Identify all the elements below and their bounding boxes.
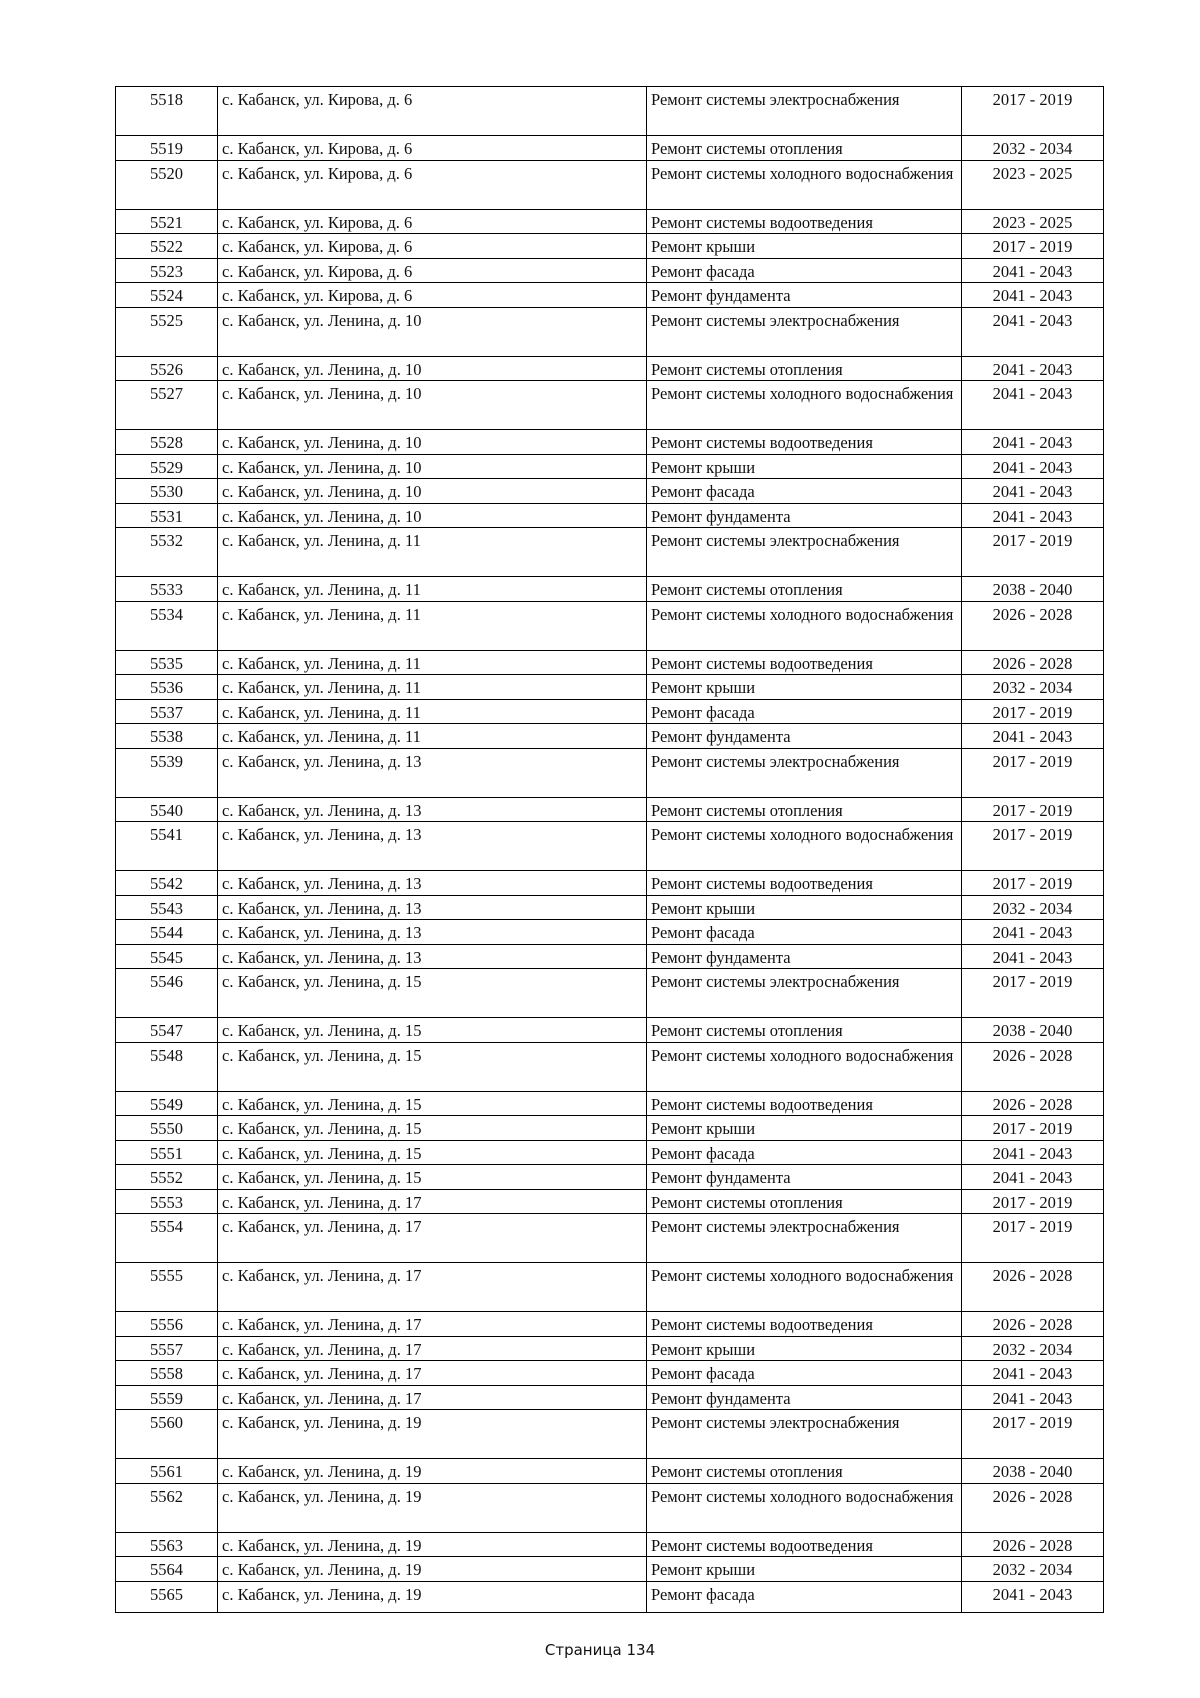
row-period: 2041 - 2043 bbox=[992, 1168, 1073, 1187]
row-address: с. Кабанск, ул. Ленина, д. 17 bbox=[218, 1386, 647, 1410]
row-address: с. Кабанск, ул. Ленина, д. 15 bbox=[218, 1116, 647, 1140]
row-work-type-text: Ремонт системы холодного водоснабжения bbox=[651, 1045, 954, 1065]
table-row bbox=[116, 749, 1103, 798]
row-number: 5522 bbox=[116, 234, 218, 258]
row-period: 2017 - 2019 bbox=[992, 1413, 1073, 1432]
row-work-type-text: Ремонт системы холодного водоснабжения bbox=[651, 825, 954, 844]
row-period: 2026 - 2028 bbox=[992, 1266, 1073, 1285]
row-address: с. Кабанск, ул. Ленина, д. 19 bbox=[218, 1533, 647, 1557]
row-work-type-text: Ремонт системы холодного водоснабжения bbox=[651, 384, 954, 403]
row-period: 2032 - 2034 bbox=[992, 1339, 1073, 1359]
row-work-type bbox=[647, 1459, 962, 1483]
row-work-type-text: Ремонт фасада bbox=[651, 923, 755, 942]
row-work-type-text: Ремонт крыши bbox=[651, 1560, 756, 1579]
table-row bbox=[116, 357, 1103, 382]
row-number: 5553 bbox=[116, 1190, 218, 1214]
row-work-type-text: Ремонт системы холодного водоснабжения bbox=[651, 163, 954, 183]
row-address: с. Кабанск, ул. Кирова, д. 6 bbox=[218, 136, 647, 160]
row-address: с. Кабанск, ул. Кирова, д. 6 bbox=[218, 234, 647, 258]
row-work-type-text: Ремонт крыши bbox=[651, 237, 756, 256]
row-period: 2041 - 2043 bbox=[992, 384, 1073, 403]
table-row bbox=[116, 210, 1103, 235]
row-period: 2038 - 2040 bbox=[992, 1462, 1073, 1481]
row-number: 5540 bbox=[116, 798, 218, 822]
row-address: с. Кабанск, ул. Ленина, д. 15 bbox=[218, 1018, 647, 1042]
row-address: с. Кабанск, ул. Ленина, д. 11 bbox=[218, 651, 647, 675]
row-number: 5518 bbox=[116, 87, 218, 135]
row-work-type-text: Ремонт системы водоотведения bbox=[651, 212, 873, 232]
row-work-type bbox=[647, 1386, 962, 1410]
row-work-type bbox=[647, 1165, 962, 1189]
table-row bbox=[116, 1533, 1103, 1558]
table-row bbox=[116, 577, 1103, 602]
row-number: 5536 bbox=[116, 675, 218, 699]
row-work-type-text: Ремонт системы отопления bbox=[651, 800, 843, 820]
table-row bbox=[116, 87, 1103, 136]
table-row bbox=[116, 283, 1103, 308]
row-work-type bbox=[647, 1484, 962, 1532]
table-row bbox=[116, 1410, 1103, 1459]
row-work-type-text: Ремонт системы электроснабжения bbox=[651, 751, 900, 771]
row-work-type-text: Ремонт системы водоотведения bbox=[651, 653, 873, 673]
row-work-type bbox=[647, 381, 962, 429]
row-address: с. Кабанск, ул. Ленина, д. 13 bbox=[218, 822, 647, 870]
row-number: 5524 bbox=[116, 283, 218, 307]
row-address: с. Кабанск, ул. Ленина, д. 17 bbox=[218, 1361, 647, 1385]
row-address: с. Кабанск, ул. Ленина, д. 10 bbox=[218, 504, 647, 528]
row-address: с. Кабанск, ул. Ленина, д. 11 bbox=[218, 577, 647, 601]
row-address: с. Кабанск, ул. Ленина, д. 13 bbox=[218, 945, 647, 969]
row-period: 2017 - 2019 bbox=[992, 825, 1073, 844]
table-row bbox=[116, 1116, 1103, 1141]
row-period: 2026 - 2028 bbox=[992, 604, 1073, 624]
row-work-type bbox=[647, 479, 962, 503]
row-period: 2017 - 2019 bbox=[992, 874, 1073, 893]
row-period: 2041 - 2043 bbox=[992, 482, 1073, 501]
row-period: 2017 - 2019 bbox=[992, 702, 1073, 722]
row-address: с. Кабанск, ул. Ленина, д. 15 bbox=[218, 969, 647, 1017]
row-work-type-text: Ремонт системы отопления bbox=[651, 1192, 843, 1212]
row-work-type bbox=[647, 1092, 962, 1116]
row-work-type bbox=[647, 161, 962, 209]
row-work-type-text: Ремонт системы электроснабжения bbox=[651, 90, 900, 109]
table-row bbox=[116, 528, 1103, 577]
row-work-type bbox=[647, 1557, 962, 1581]
row-work-type-text: Ремонт системы водоотведения bbox=[651, 1535, 873, 1555]
row-work-type-text: Ремонт фундамента bbox=[651, 1388, 791, 1408]
table-row bbox=[116, 381, 1103, 430]
table-row bbox=[116, 1459, 1103, 1484]
row-period: 2017 - 2019 bbox=[992, 237, 1073, 256]
row-work-type-text: Ремонт системы электроснабжения bbox=[651, 972, 900, 991]
row-period: 2026 - 2028 bbox=[992, 1535, 1073, 1555]
row-work-type-text: Ремонт системы холодного водоснабжения bbox=[651, 1486, 954, 1506]
row-work-type bbox=[647, 602, 962, 650]
row-number: 5552 bbox=[116, 1165, 218, 1189]
row-period: 2041 - 2043 bbox=[992, 457, 1073, 477]
row-address: с. Кабанск, ул. Ленина, д. 13 bbox=[218, 920, 647, 944]
table-row bbox=[116, 945, 1103, 970]
row-period: 2017 - 2019 bbox=[992, 531, 1073, 550]
row-address: с. Кабанск, ул. Ленина, д. 15 bbox=[218, 1141, 647, 1165]
row-work-type bbox=[647, 1410, 962, 1458]
row-work-type-text: Ремонт системы электроснабжения bbox=[651, 1413, 900, 1432]
row-work-type-text: Ремонт системы электроснабжения bbox=[651, 1217, 900, 1236]
row-work-type bbox=[647, 1312, 962, 1336]
table-row bbox=[116, 1190, 1103, 1215]
row-work-type bbox=[647, 455, 962, 479]
row-address: с. Кабанск, ул. Ленина, д. 15 bbox=[218, 1043, 647, 1091]
row-work-type bbox=[647, 1043, 962, 1091]
row-period: 2017 - 2019 bbox=[992, 1217, 1073, 1236]
row-work-type bbox=[647, 798, 962, 822]
row-work-type bbox=[647, 1214, 962, 1262]
table-row bbox=[116, 1214, 1103, 1263]
row-address: с. Кабанск, ул. Ленина, д. 10 bbox=[218, 479, 647, 503]
row-work-type bbox=[647, 259, 962, 283]
row-address: с. Кабанск, ул. Ленина, д. 11 bbox=[218, 528, 647, 576]
table-row bbox=[116, 1165, 1103, 1190]
row-period: 2023 - 2025 bbox=[992, 212, 1073, 232]
row-work-type bbox=[647, 896, 962, 920]
row-period: 2032 - 2034 bbox=[992, 678, 1073, 697]
row-period: 2041 - 2043 bbox=[992, 1388, 1073, 1408]
row-number: 5529 bbox=[116, 455, 218, 479]
table-row bbox=[116, 455, 1103, 480]
row-address: с. Кабанск, ул. Кирова, д. 6 bbox=[218, 283, 647, 307]
row-period: 2041 - 2043 bbox=[992, 727, 1073, 746]
row-number: 5558 bbox=[116, 1361, 218, 1385]
row-work-type-text: Ремонт системы отопления bbox=[651, 1462, 843, 1481]
table-row bbox=[116, 651, 1103, 676]
row-work-type bbox=[647, 308, 962, 356]
row-number: 5533 bbox=[116, 577, 218, 601]
row-address: с. Кабанск, ул. Ленина, д. 10 bbox=[218, 381, 647, 429]
table-row bbox=[116, 1337, 1103, 1362]
row-number: 5527 bbox=[116, 381, 218, 429]
row-work-type bbox=[647, 528, 962, 576]
row-period: 2041 - 2043 bbox=[992, 359, 1073, 379]
row-address: с. Кабанск, ул. Ленина, д. 15 bbox=[218, 1165, 647, 1189]
row-number: 5523 bbox=[116, 259, 218, 283]
table-row bbox=[116, 1484, 1103, 1533]
table-row bbox=[116, 1141, 1103, 1166]
row-work-type bbox=[647, 357, 962, 381]
row-work-type bbox=[647, 234, 962, 258]
row-address: с. Кабанск, ул. Кирова, д. 6 bbox=[218, 259, 647, 283]
row-work-type-text: Ремонт системы электроснабжения bbox=[651, 310, 900, 330]
row-number: 5559 bbox=[116, 1386, 218, 1410]
table-row bbox=[116, 1092, 1103, 1117]
row-number: 5547 bbox=[116, 1018, 218, 1042]
row-work-type bbox=[647, 871, 962, 895]
row-work-type bbox=[647, 1190, 962, 1214]
table-row bbox=[116, 1043, 1103, 1092]
row-address: с. Кабанск, ул. Кирова, д. 6 bbox=[218, 87, 647, 135]
row-address: с. Кабанск, ул. Ленина, д. 17 bbox=[218, 1337, 647, 1361]
row-number: 5535 bbox=[116, 651, 218, 675]
row-work-type-text: Ремонт фасада bbox=[651, 1143, 755, 1163]
row-period: 2041 - 2043 bbox=[992, 261, 1073, 281]
row-work-type-text: Ремонт фасада bbox=[651, 1584, 755, 1604]
row-number: 5530 bbox=[116, 479, 218, 503]
row-address: с. Кабанск, ул. Ленина, д. 17 bbox=[218, 1214, 647, 1262]
row-work-type-text: Ремонт крыши bbox=[651, 678, 756, 697]
row-number: 5562 bbox=[116, 1484, 218, 1532]
row-work-type bbox=[647, 724, 962, 748]
row-period: 2038 - 2040 bbox=[992, 580, 1073, 599]
row-number: 5538 bbox=[116, 724, 218, 748]
row-period: 2041 - 2043 bbox=[992, 286, 1073, 305]
row-period: 2041 - 2043 bbox=[992, 1584, 1073, 1604]
row-work-type-text: Ремонт фасада bbox=[651, 261, 755, 281]
row-period: 2017 - 2019 bbox=[992, 90, 1073, 109]
row-address: с. Кабанск, ул. Кирова, д. 6 bbox=[218, 210, 647, 234]
row-number: 5557 bbox=[116, 1337, 218, 1361]
row-number: 5542 bbox=[116, 871, 218, 895]
row-address: с. Кабанск, ул. Ленина, д. 19 bbox=[218, 1557, 647, 1581]
row-work-type-text: Ремонт крыши bbox=[651, 1339, 756, 1359]
row-work-type bbox=[647, 1263, 962, 1311]
row-work-type bbox=[647, 283, 962, 307]
row-address: с. Кабанск, ул. Ленина, д. 10 bbox=[218, 357, 647, 381]
row-work-type-text: Ремонт фасада bbox=[651, 1364, 755, 1383]
row-number: 5551 bbox=[116, 1141, 218, 1165]
row-number: 5548 bbox=[116, 1043, 218, 1091]
row-number: 5556 bbox=[116, 1312, 218, 1336]
table-row bbox=[116, 1018, 1103, 1043]
row-work-type bbox=[647, 675, 962, 699]
row-work-type-text: Ремонт системы водоотведения bbox=[651, 1315, 873, 1334]
row-work-type bbox=[647, 577, 962, 601]
row-number: 5531 bbox=[116, 504, 218, 528]
table-row bbox=[116, 1582, 1103, 1613]
row-address: с. Кабанск, ул. Ленина, д. 19 bbox=[218, 1582, 647, 1613]
table-row bbox=[116, 136, 1103, 161]
row-period: 2032 - 2034 bbox=[992, 1560, 1073, 1579]
row-number: 5537 bbox=[116, 700, 218, 724]
row-period: 2032 - 2034 bbox=[992, 898, 1073, 918]
row-work-type-text: Ремонт крыши bbox=[651, 898, 756, 918]
table-row bbox=[116, 969, 1103, 1018]
row-work-type-text: Ремонт фундамента bbox=[651, 1168, 791, 1187]
row-address: с. Кабанск, ул. Ленина, д. 17 bbox=[218, 1263, 647, 1311]
row-address: с. Кабанск, ул. Ленина, д. 10 bbox=[218, 308, 647, 356]
row-address: с. Кабанск, ул. Ленина, д. 13 bbox=[218, 749, 647, 797]
table-row bbox=[116, 700, 1103, 725]
row-number: 5526 bbox=[116, 357, 218, 381]
row-work-type bbox=[647, 1582, 962, 1613]
row-number: 5564 bbox=[116, 1557, 218, 1581]
row-work-type-text: Ремонт системы отопления bbox=[651, 139, 843, 158]
row-address: с. Кабанск, ул. Ленина, д. 19 bbox=[218, 1410, 647, 1458]
row-work-type-text: Ремонт системы водоотведения bbox=[651, 433, 873, 452]
row-number: 5560 bbox=[116, 1410, 218, 1458]
row-period: 2041 - 2043 bbox=[992, 433, 1073, 452]
row-number: 5541 bbox=[116, 822, 218, 870]
row-address: с. Кабанск, ул. Ленина, д. 11 bbox=[218, 602, 647, 650]
row-work-type bbox=[647, 1116, 962, 1140]
row-period: 2017 - 2019 bbox=[992, 972, 1073, 991]
row-number: 5520 bbox=[116, 161, 218, 209]
row-work-type-text: Ремонт фундамента bbox=[651, 947, 791, 967]
row-work-type bbox=[647, 1018, 962, 1042]
row-address: с. Кабанск, ул. Ленина, д. 17 bbox=[218, 1190, 647, 1214]
row-period: 2041 - 2043 bbox=[992, 923, 1073, 942]
row-work-type-text: Ремонт системы отопления bbox=[651, 1021, 843, 1040]
row-number: 5563 bbox=[116, 1533, 218, 1557]
row-number: 5528 bbox=[116, 430, 218, 454]
table-row bbox=[116, 1263, 1103, 1312]
repair-schedule-table bbox=[115, 86, 1104, 1613]
row-number: 5521 bbox=[116, 210, 218, 234]
row-address: с. Кабанск, ул. Ленина, д. 13 bbox=[218, 871, 647, 895]
row-number: 5550 bbox=[116, 1116, 218, 1140]
row-period: 2026 - 2028 bbox=[992, 1486, 1073, 1506]
row-address: с. Кабанск, ул. Кирова, д. 6 bbox=[218, 161, 647, 209]
row-period: 2023 - 2025 bbox=[992, 163, 1073, 183]
row-work-type-text: Ремонт системы водоотведения bbox=[651, 874, 873, 893]
row-work-type-text: Ремонт фундамента bbox=[651, 286, 791, 305]
table-row bbox=[116, 871, 1103, 896]
row-address: с. Кабанск, ул. Ленина, д. 17 bbox=[218, 1312, 647, 1336]
row-address: с. Кабанск, ул. Ленина, д. 11 bbox=[218, 700, 647, 724]
row-period: 2038 - 2040 bbox=[992, 1021, 1073, 1040]
row-work-type-text: Ремонт фасада bbox=[651, 482, 755, 501]
row-work-type-text: Ремонт фундамента bbox=[651, 727, 791, 746]
row-work-type-text: Ремонт системы отопления bbox=[651, 580, 843, 599]
row-number: 5565 bbox=[116, 1582, 218, 1613]
row-work-type bbox=[647, 969, 962, 1017]
row-work-type-text: Ремонт системы водоотведения bbox=[651, 1094, 873, 1114]
row-work-type-text: Ремонт крыши bbox=[651, 1119, 756, 1138]
row-address: с. Кабанск, ул. Ленина, д. 19 bbox=[218, 1484, 647, 1532]
row-work-type bbox=[647, 430, 962, 454]
row-number: 5519 bbox=[116, 136, 218, 160]
row-number: 5532 bbox=[116, 528, 218, 576]
table-row bbox=[116, 822, 1103, 871]
table-row bbox=[116, 920, 1103, 945]
row-period: 2026 - 2028 bbox=[992, 1045, 1073, 1065]
row-address: с. Кабанск, ул. Ленина, д. 19 bbox=[218, 1459, 647, 1483]
table-row bbox=[116, 234, 1103, 259]
row-period: 2041 - 2043 bbox=[992, 947, 1073, 967]
row-work-type-text: Ремонт фасада bbox=[651, 702, 755, 722]
row-work-type bbox=[647, 504, 962, 528]
row-work-type bbox=[647, 136, 962, 160]
row-number: 5534 bbox=[116, 602, 218, 650]
row-work-type-text: Ремонт системы холодного водоснабжения bbox=[651, 604, 954, 624]
table-row bbox=[116, 1312, 1103, 1337]
table-row bbox=[116, 602, 1103, 651]
row-work-type bbox=[647, 920, 962, 944]
row-work-type-text: Ремонт крыши bbox=[651, 457, 756, 477]
row-period: 2026 - 2028 bbox=[992, 1315, 1073, 1334]
row-period: 2026 - 2028 bbox=[992, 653, 1073, 673]
row-address: с. Кабанск, ул. Ленина, д. 13 bbox=[218, 896, 647, 920]
row-number: 5544 bbox=[116, 920, 218, 944]
row-number: 5539 bbox=[116, 749, 218, 797]
table-row bbox=[116, 896, 1103, 921]
row-period: 2017 - 2019 bbox=[992, 1192, 1073, 1212]
row-work-type-text: Ремонт системы электроснабжения bbox=[651, 531, 900, 550]
table-row bbox=[116, 1557, 1103, 1582]
row-number: 5543 bbox=[116, 896, 218, 920]
row-number: 5545 bbox=[116, 945, 218, 969]
row-period: 2041 - 2043 bbox=[992, 310, 1073, 330]
table-row bbox=[116, 1386, 1103, 1411]
row-address: с. Кабанск, ул. Ленина, д. 11 bbox=[218, 724, 647, 748]
table-row bbox=[116, 479, 1103, 504]
table-row bbox=[116, 1361, 1103, 1386]
table-row bbox=[116, 724, 1103, 749]
row-address: с. Кабанск, ул. Ленина, д. 10 bbox=[218, 430, 647, 454]
row-period: 2017 - 2019 bbox=[992, 751, 1073, 771]
row-number: 5555 bbox=[116, 1263, 218, 1311]
row-work-type bbox=[647, 822, 962, 870]
row-address: с. Кабанск, ул. Ленина, д. 11 bbox=[218, 675, 647, 699]
table-row bbox=[116, 798, 1103, 823]
row-period: 2041 - 2043 bbox=[992, 1364, 1073, 1383]
row-work-type bbox=[647, 1361, 962, 1385]
row-number: 5561 bbox=[116, 1459, 218, 1483]
table-row bbox=[116, 161, 1103, 210]
row-work-type-text: Ремонт фундамента bbox=[651, 506, 791, 526]
row-work-type bbox=[647, 210, 962, 234]
table-row bbox=[116, 259, 1103, 284]
row-work-type-text: Ремонт системы отопления bbox=[651, 359, 843, 379]
row-work-type bbox=[647, 1141, 962, 1165]
row-period: 2032 - 2034 bbox=[992, 139, 1073, 158]
row-period: 2017 - 2019 bbox=[992, 1119, 1073, 1138]
table-row bbox=[116, 675, 1103, 700]
row-work-type bbox=[647, 749, 962, 797]
row-period: 2026 - 2028 bbox=[992, 1094, 1073, 1114]
table-row bbox=[116, 308, 1103, 357]
row-work-type bbox=[647, 651, 962, 675]
table-row bbox=[116, 430, 1103, 455]
row-number: 5554 bbox=[116, 1214, 218, 1262]
row-number: 5546 bbox=[116, 969, 218, 1017]
row-work-type bbox=[647, 1533, 962, 1557]
row-address: с. Кабанск, ул. Ленина, д. 15 bbox=[218, 1092, 647, 1116]
row-work-type-text: Ремонт системы холодного водоснабжения bbox=[651, 1266, 954, 1285]
row-work-type bbox=[647, 945, 962, 969]
row-work-type bbox=[647, 700, 962, 724]
row-work-type bbox=[647, 87, 962, 135]
row-number: 5549 bbox=[116, 1092, 218, 1116]
row-period: 2041 - 2043 bbox=[992, 1143, 1073, 1163]
row-address: с. Кабанск, ул. Ленина, д. 10 bbox=[218, 455, 647, 479]
row-address: с. Кабанск, ул. Ленина, д. 13 bbox=[218, 798, 647, 822]
row-work-type bbox=[647, 1337, 962, 1361]
table-row bbox=[116, 504, 1103, 529]
page-number-footer: Страница 134 bbox=[544, 1641, 656, 1659]
row-number: 5525 bbox=[116, 308, 218, 356]
row-period: 2017 - 2019 bbox=[992, 800, 1073, 820]
row-period: 2041 - 2043 bbox=[992, 506, 1073, 526]
